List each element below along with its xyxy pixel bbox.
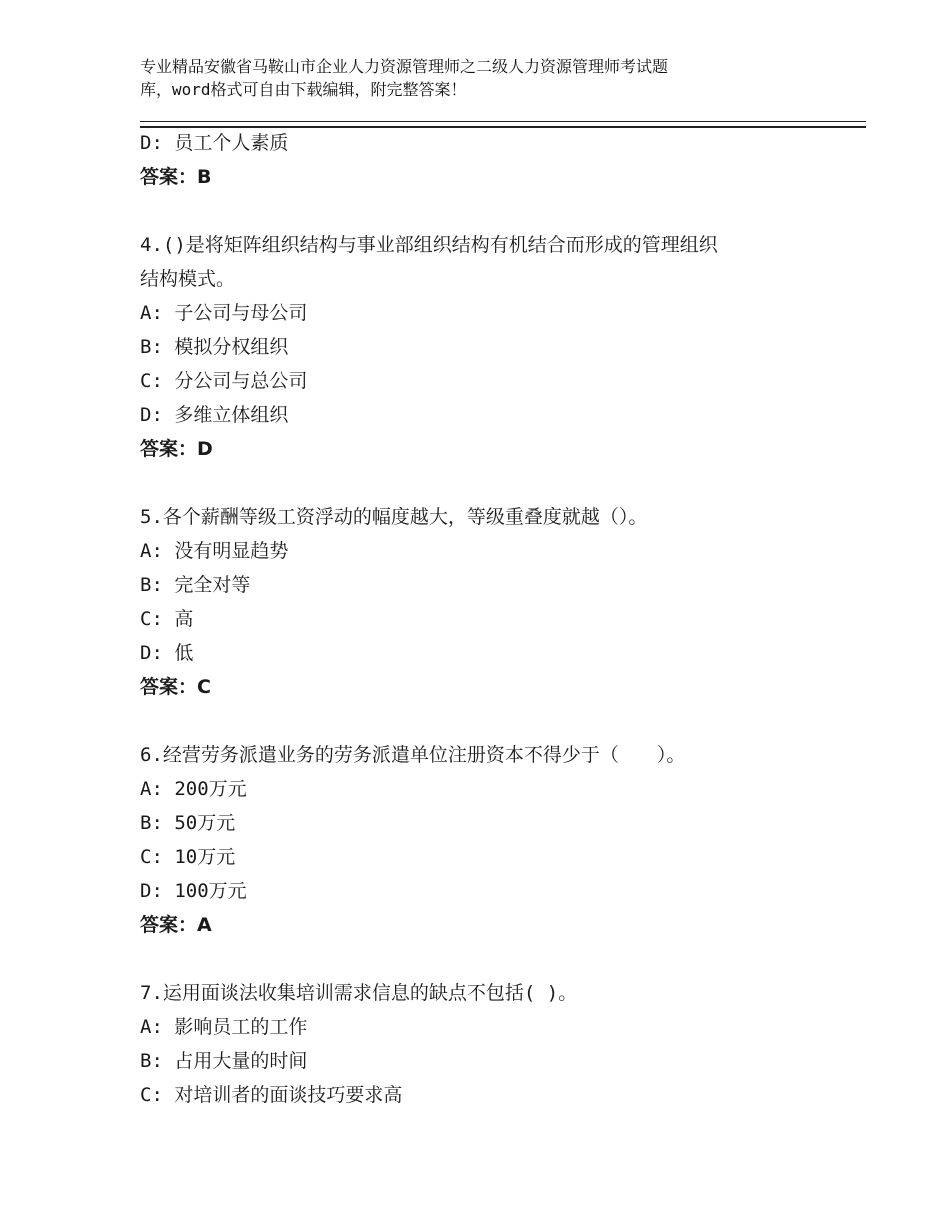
spacer: [140, 942, 840, 976]
page-header: [140, 55, 840, 101]
option-c: C: 10万元: [140, 846, 236, 868]
spacer: [140, 704, 840, 738]
question-text: 6.经营劳务派遣业务的劳务派遣单位注册资本不得少于（ ）。: [140, 744, 686, 766]
answer-line: 答案：D: [140, 438, 213, 460]
question-5: [140, 500, 840, 704]
option-b: B: 模拟分权组织: [140, 336, 289, 358]
question-4: [140, 228, 840, 466]
question-text-continued: 结构模式。: [140, 268, 236, 290]
option-c: C: 对培训者的面谈技巧要求高: [140, 1084, 403, 1106]
answer-line: 答案：B: [140, 166, 212, 188]
question-text: 4.()是将矩阵组织结构与事业部组织结构有机结合而形成的管理组织: [140, 234, 718, 256]
document-body: [140, 126, 840, 1112]
option-b: B: 完全对等: [140, 574, 251, 596]
option-d: D: 多维立体组织: [140, 404, 289, 426]
option-d: D: 员工个人素质: [140, 132, 289, 154]
option-a: A: 影响员工的工作: [140, 1016, 308, 1038]
option-b: B: 50万元: [140, 812, 236, 834]
option-d: D: 100万元: [140, 880, 247, 902]
option-a: A: 子公司与母公司: [140, 302, 308, 324]
question-text: 5.各个薪酬等级工资浮动的幅度越大，等级重叠度就越（）。: [140, 506, 648, 528]
question-text: 7.运用面谈法收集培训需求信息的缺点不包括( )。: [140, 982, 578, 1004]
option-b: B: 占用大量的时间: [140, 1050, 308, 1072]
option-c: C: 分公司与总公司: [140, 370, 308, 392]
option-a: A: 没有明显趋势: [140, 540, 289, 562]
option-c: C: 高: [140, 608, 194, 630]
answer-line: 答案：C: [140, 676, 211, 698]
answer-line: 答案：A: [140, 914, 212, 936]
header-title-line-1: 专业精品安徽省马鞍山市企业人力资源管理师之二级人力资源管理师考试题: [140, 57, 669, 76]
option-a: A: 200万元: [140, 778, 247, 800]
spacer: [140, 194, 840, 228]
header-title-line-2: 库，word格式可自由下载编辑，附完整答案！: [140, 80, 467, 99]
question-7: [140, 976, 840, 1112]
option-d: D: 低: [140, 642, 194, 664]
question-6: [140, 738, 840, 942]
spacer: [140, 466, 840, 500]
